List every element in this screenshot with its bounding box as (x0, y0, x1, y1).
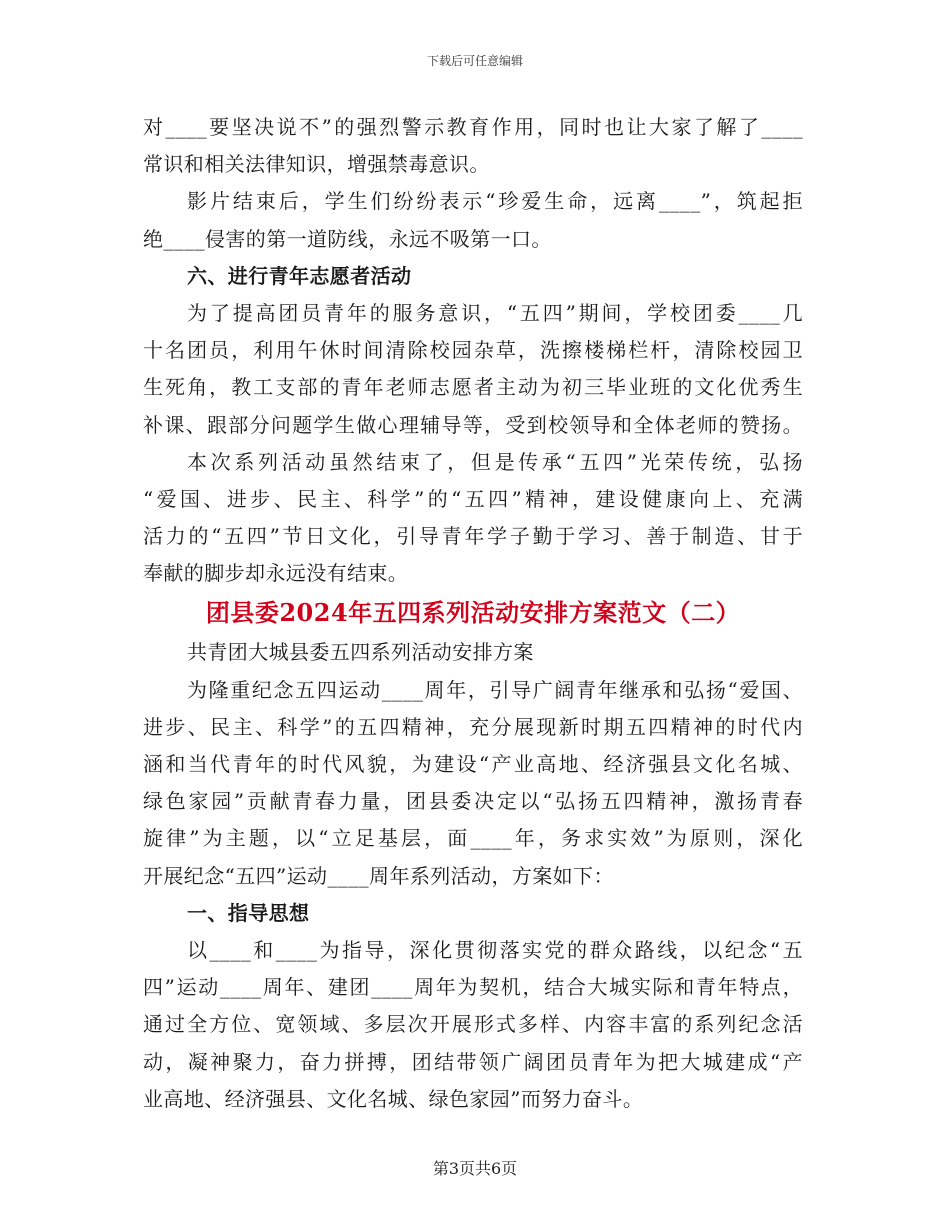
paragraph-line: 绿色家园”贡献青春力量，团县委决定以“弘扬五四精神，激扬青春 (143, 789, 803, 814)
paragraph-line: 以____和____为指导，深化贯彻落实党的群众路线，以纪念“五 (187, 937, 803, 962)
document-body (143, 109, 803, 1118)
section-heading: 六、进行青年志愿者活动 (187, 263, 412, 288)
paragraph-line: 动，凝神聚力，奋力拼搏，团结带领广阔团员青年为把大城建成“产 (143, 1049, 803, 1074)
paragraph-line: 本次系列活动虽然结束了，但是传承“五四”光荣传统，弘扬 (187, 449, 803, 474)
paragraph-line: 四”运动____周年、建团____周年为契机，结合大城实际和青年特点， (143, 975, 803, 1000)
paragraph-line: 业高地、经济强县、文化名城、绿色家园”而努力奋斗。 (143, 1086, 644, 1111)
paragraph-line: 进步、民主、科学”的五四精神，充分展现新时期五四精神的时代内 (143, 714, 803, 739)
paragraph-line: 开展纪念“五四”运动____周年系列活动，方案如下： (143, 863, 614, 888)
document-title: 团县委2024年五四系列活动安排方案范文（二） (205, 598, 741, 628)
paragraph-line: 绝____侵害的第一道防线，永远不吸第一口。 (143, 226, 552, 251)
paragraph-line: 对____要坚决说不”的强烈警示教育作用，同时也让大家了解了____ (143, 115, 803, 139)
document-subtitle: 共青团大城县委五四系列活动安排方案 (187, 640, 534, 665)
paragraph-line: 常识和相关法律知识，增强禁毒意识。 (143, 152, 490, 177)
paragraph-line: 旋律”为主题，以“立足基层，面____年，务求实效”为原则，深化 (143, 826, 803, 851)
paragraph-line: 为了提高团员青年的服务意识，“五四”期间，学校团委____几 (187, 300, 803, 325)
section-heading: 一、指导思想 (187, 900, 310, 925)
page-header: 下载后可任意编辑 (426, 54, 523, 68)
paragraph-line: 活力的“五四”节日文化，引导青年学子勤于学习、善于制造、甘于 (143, 524, 803, 549)
paragraph-line: 涵和当代青年的时代风貌，为建设“产业高地、经济强县文化名城、 (143, 752, 803, 776)
paragraph-line: 奉献的脚步却永远没有结束。 (143, 561, 409, 586)
paragraph-line: 十名团员，利用午休时间清除校园杂草，洗擦楼梯栏杆，清除校园卫 (143, 338, 803, 363)
page-number: 第3页共6页 (432, 1159, 518, 1178)
paragraph-line: 生死角，教工支部的青年老师志愿者主动为初三毕业班的文化优秀生 (143, 375, 803, 400)
paragraph-line: 补课、跟部分问题学生做心理辅导等，受到校领导和全体老师的赞扬。 (143, 412, 803, 437)
paragraph-line: 为隆重纪念五四运动____周年，引导广阔青年继承和弘扬“爱国、 (187, 677, 803, 702)
paragraph-line: “爱国、进步、民主、科学”的“五四”精神，建设健康向上、充满 (143, 486, 803, 511)
paragraph-line: 通过全方位、宽领域、多层次开展形式多样、内容丰富的系列纪念活 (143, 1012, 803, 1037)
paragraph-line: 影片结束后，学生们纷纷表示“珍爱生命，远离____”，筑起拒 (187, 189, 803, 214)
